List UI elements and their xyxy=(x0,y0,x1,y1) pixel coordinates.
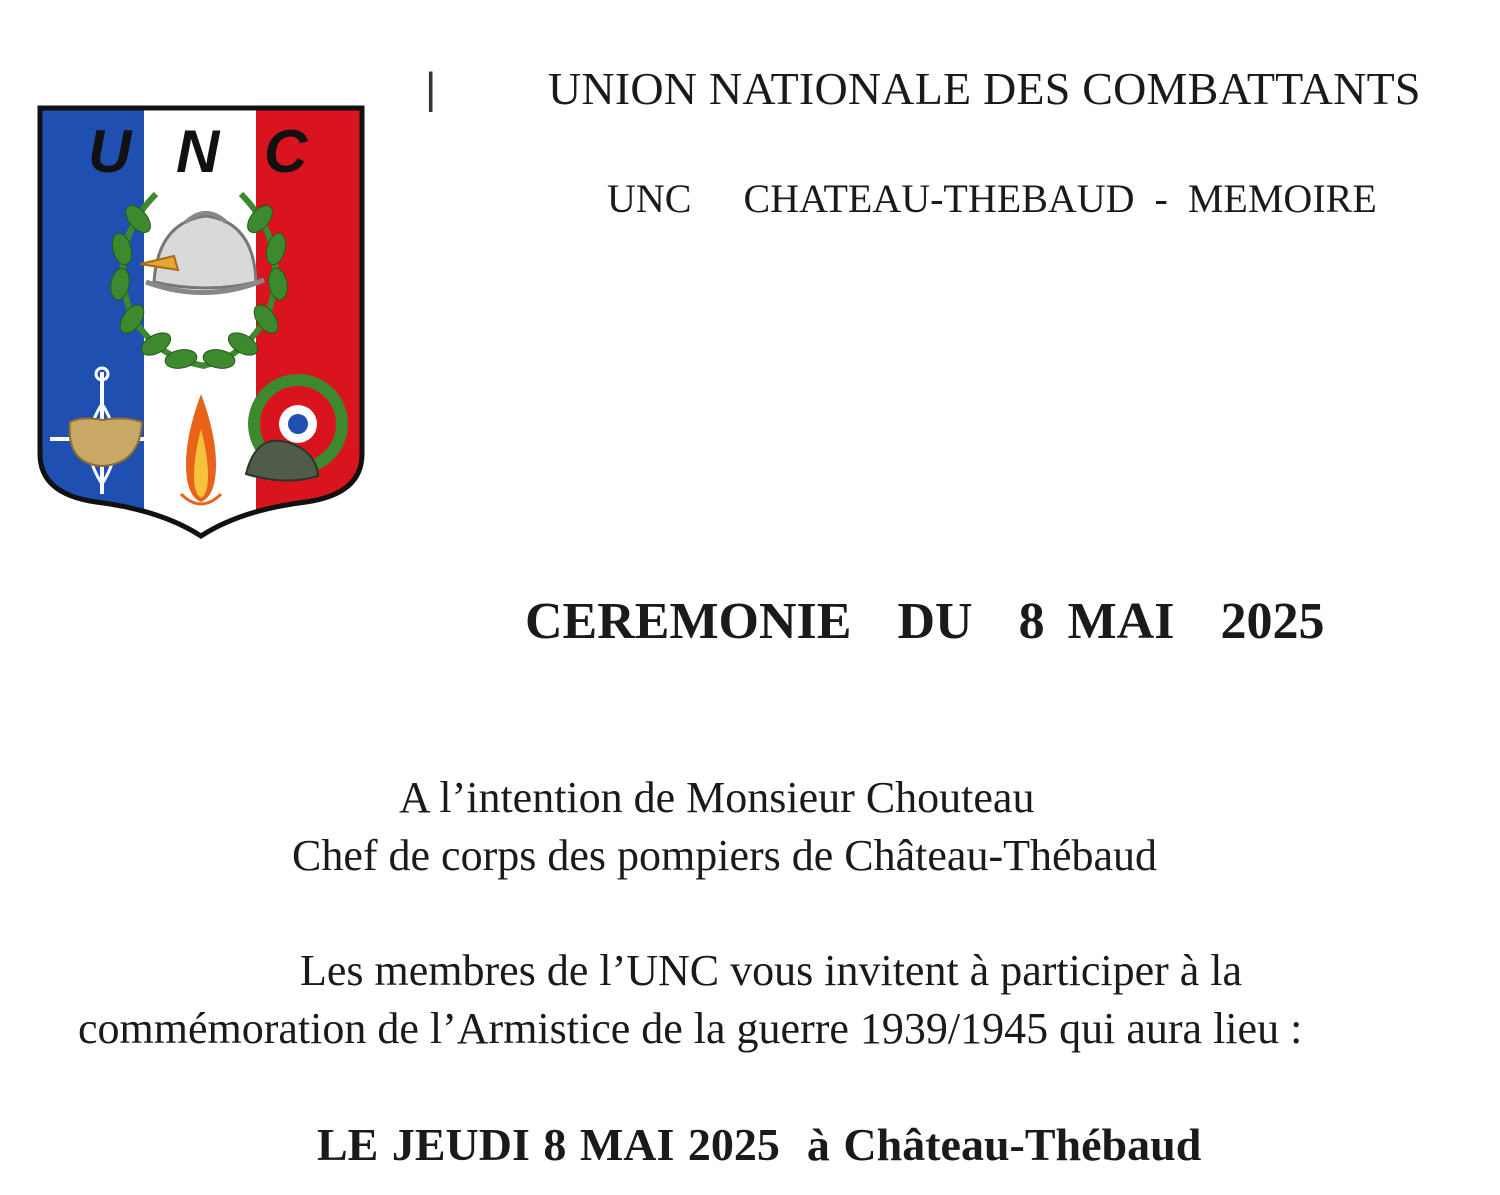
emblem-letter-c: C xyxy=(264,118,308,185)
invitation-line-2: commémoration de l’Armistice de la guerre 1939/1945 qui aura lieu : xyxy=(78,1004,1303,1053)
emblem-letter-n: N xyxy=(176,118,220,185)
section-line xyxy=(607,175,1377,222)
event-date-line: LE JEUDI 8 MAI 2025 à Château-Thébaud xyxy=(317,1119,1202,1170)
invitation-line-1: Les membres de l’UNC vous invitent à participer à la xyxy=(300,946,1243,995)
recipient-line-2: Chef de corps des pompiers de Château-Thébaud xyxy=(292,831,1158,880)
header-separator: | xyxy=(425,64,437,113)
recipient-line-1: A l’intention de Monsieur Chouteau xyxy=(399,773,1035,822)
section-name: MEMOIRE xyxy=(1187,176,1377,221)
ceremony-title: CEREMONIE DU 8 MAI 2025 xyxy=(525,593,1325,650)
unc-emblem-logo xyxy=(36,104,366,544)
section-abbr: UNC xyxy=(607,176,692,221)
section-place: CHATEAU-THEBAUD xyxy=(743,176,1135,221)
organization-name: UNION NATIONALE DES COMBATTANTS xyxy=(548,63,1421,114)
section-dash: - xyxy=(1154,176,1168,221)
emblem-letter-u: U xyxy=(88,118,132,185)
